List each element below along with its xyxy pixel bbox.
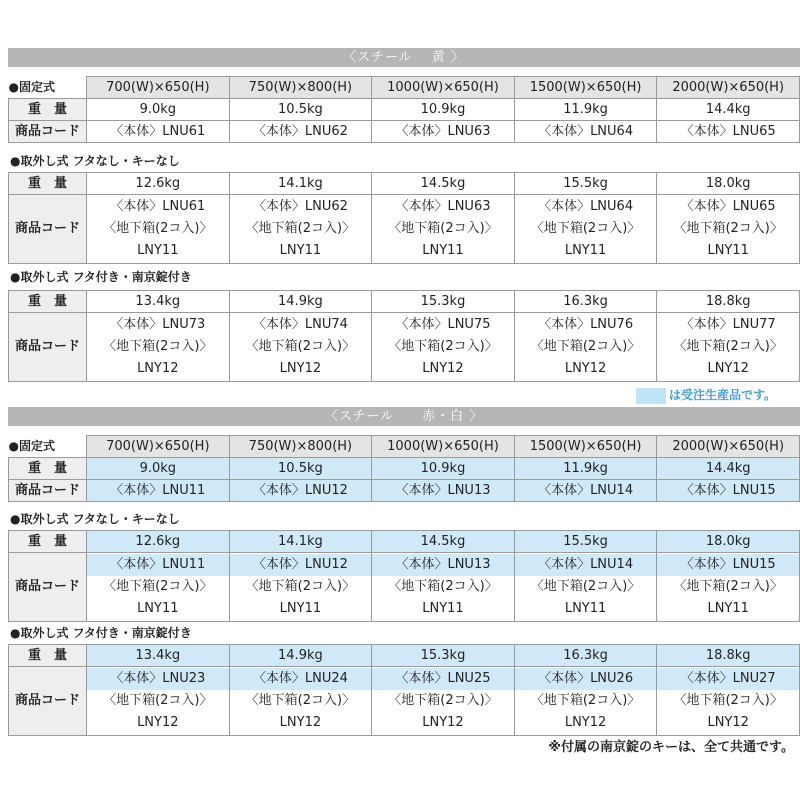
weight-label: 重 量 [9,645,87,667]
code-cell: 〈本体〉LNU64 [514,121,657,143]
body-code: 〈本体〉LNU62 [252,199,348,214]
spec-table-redwhite-nolid [8,530,800,622]
code-cell: 〈本体〉LNU62 [229,121,372,143]
legend-text: は受注生産品です。 [669,388,777,402]
box-code: LNY12 [279,715,322,730]
removable-lid-label: ●取外し式 フタ付き・南京錠付き [10,626,192,640]
weight-cell: 10.9kg [372,458,515,480]
weight-cell: 13.4kg [87,291,230,313]
size-header: 1500(W)×650(H) [514,436,657,458]
size-header: 1000(W)×650(H) [372,77,515,99]
code-cell [372,667,515,736]
box-label: 〈地下箱(2コ入)〉 [673,693,783,708]
body-code: 〈本体〉LNU76 [538,317,634,332]
removable-lid-label: ●取外し式 フタ付き・南京錠付き [10,270,192,284]
box-label: 〈地下箱(2コ入)〉 [530,693,641,708]
code-cell [87,667,230,736]
body-code: 〈本体〉LNU63 [395,199,491,214]
code-cell [229,667,372,736]
box-code: LNY12 [707,715,749,730]
box-code: LNY11 [137,243,179,258]
size-header: 750(W)×800(H) [229,77,372,99]
box-label: 〈地下箱(2コ入)〉 [245,579,356,594]
weight-cell: 18.8kg [657,645,800,667]
box-label: 〈地下箱(2コ入)〉 [673,221,783,236]
box-label: 〈地下箱(2コ入)〉 [530,221,641,236]
box-label: 〈地下箱(2コ入)〉 [388,221,498,236]
code-cell [657,313,800,382]
code-cell [514,195,657,264]
code-cell [229,313,372,382]
weight-cell: 9.0kg [87,99,230,121]
body-code: 〈本体〉LNU23 [87,668,229,690]
box-code: LNY11 [422,243,464,258]
body-code: 〈本体〉LNU11 [87,554,229,576]
spec-table-redwhite-lid [8,644,800,736]
weight-cell: 15.3kg [372,291,515,313]
code-cell: 〈本体〉LNU15 [657,480,800,502]
weight-cell: 15.5kg [514,173,657,195]
box-code: LNY11 [707,601,749,616]
section-title-yellow: 〈スチール 黄 〉 [8,48,800,67]
box-code: LNY11 [564,243,607,258]
made-to-order-swatch [636,388,666,404]
body-code: 〈本体〉LNU25 [372,668,514,690]
spec-table-yellow-nolid [8,172,800,264]
weight-cell: 16.3kg [514,291,657,313]
weight-label: 重 量 [9,458,87,480]
box-code: LNY11 [422,601,464,616]
box-code: LNY12 [422,715,464,730]
weight-cell: 10.5kg [229,458,372,480]
box-label: 〈地下箱(2コ入)〉 [673,339,783,354]
code-cell [514,553,657,622]
body-code: 〈本体〉LNU26 [515,668,657,690]
box-label: 〈地下箱(2コ入)〉 [673,579,783,594]
code-cell: 〈本体〉LNU63 [372,121,515,143]
body-code: 〈本体〉LNU74 [252,317,348,332]
code-cell [657,667,800,736]
code-cell [87,553,230,622]
code-cell: 〈本体〉LNU12 [229,480,372,502]
box-label: 〈地下箱(2コ入)〉 [103,221,213,236]
size-header: 1500(W)×650(H) [514,77,657,99]
weight-cell: 18.0kg [657,531,800,553]
weight-cell: 9.0kg [87,458,230,480]
body-code: 〈本体〉LNU14 [515,554,657,576]
code-cell [372,553,515,622]
weight-label: 重 量 [9,531,87,553]
weight-cell: 14.9kg [229,645,372,667]
box-label: 〈地下箱(2コ入)〉 [245,693,356,708]
body-code: 〈本体〉LNU73 [110,317,206,332]
weight-cell: 14.1kg [229,173,372,195]
body-code: 〈本体〉LNU75 [395,317,491,332]
weight-cell: 14.4kg [657,99,800,121]
body-code: 〈本体〉LNU77 [680,317,776,332]
weight-label: 重 量 [9,99,87,121]
box-code: LNY12 [137,715,179,730]
box-label: 〈地下箱(2コ入)〉 [530,339,641,354]
weight-cell: 11.9kg [514,458,657,480]
fixed-type-label: ●固定式 [9,436,87,458]
box-code: LNY11 [137,601,179,616]
code-label: 商品コード [9,195,87,264]
box-label: 〈地下箱(2コ入)〉 [388,339,498,354]
box-code: LNY12 [707,361,749,376]
removable-nolid-label: ●取外し式 フタなし・キーなし [10,512,180,526]
weight-cell: 11.9kg [514,99,657,121]
box-code: LNY11 [564,601,607,616]
weight-cell: 14.5kg [372,531,515,553]
weight-cell: 18.0kg [657,173,800,195]
code-cell [372,195,515,264]
weight-label: 重 量 [9,173,87,195]
weight-cell: 15.5kg [514,531,657,553]
made-to-order-legend [636,386,776,404]
weight-label: 重 量 [9,291,87,313]
code-cell: 〈本体〉LNU61 [87,121,230,143]
weight-cell: 15.3kg [372,645,515,667]
code-cell [229,195,372,264]
spec-table-yellow-fixed [8,76,800,143]
size-header: 2000(W)×650(H) [657,77,800,99]
code-cell: 〈本体〉LNU11 [87,480,230,502]
box-label: 〈地下箱(2コ入)〉 [245,221,356,236]
weight-cell: 12.6kg [87,173,230,195]
body-code: 〈本体〉LNU65 [680,199,776,214]
weight-cell: 14.1kg [229,531,372,553]
box-code: LNY12 [137,361,179,376]
code-cell: 〈本体〉LNU65 [657,121,800,143]
box-label: 〈地下箱(2コ入)〉 [530,579,641,594]
code-cell [657,195,800,264]
box-code: LNY11 [707,243,749,258]
body-code: 〈本体〉LNU15 [657,554,799,576]
box-code: LNY11 [279,243,322,258]
code-label: 商品コード [9,667,87,736]
box-label: 〈地下箱(2コ入)〉 [103,693,213,708]
box-label: 〈地下箱(2コ入)〉 [103,339,213,354]
section-title-red-white: 〈スチール 赤・白 〉 [8,407,800,426]
box-label: 〈地下箱(2コ入)〉 [388,579,498,594]
body-code: 〈本体〉LNU24 [230,668,372,690]
size-header: 1000(W)×650(H) [372,436,515,458]
weight-cell: 14.9kg [229,291,372,313]
spec-table-redwhite-fixed [8,435,800,502]
box-label: 〈地下箱(2コ入)〉 [388,693,498,708]
size-header: 700(W)×650(H) [87,77,230,99]
code-cell [514,313,657,382]
fixed-type-label: ●固定式 [9,77,87,99]
removable-nolid-label: ●取外し式 フタなし・キーなし [10,154,180,168]
box-code: LNY12 [422,361,464,376]
box-code: LNY12 [279,361,322,376]
box-code: LNY12 [564,715,607,730]
code-cell [87,313,230,382]
weight-cell: 14.5kg [372,173,515,195]
code-label: 商品コード [9,121,87,143]
weight-cell: 12.6kg [87,531,230,553]
weight-cell: 10.5kg [229,99,372,121]
body-code: 〈本体〉LNU13 [372,554,514,576]
weight-cell: 16.3kg [514,645,657,667]
code-cell: 〈本体〉LNU14 [514,480,657,502]
code-label: 商品コード [9,480,87,502]
weight-cell: 10.9kg [372,99,515,121]
weight-cell: 18.8kg [657,291,800,313]
code-cell: 〈本体〉LNU13 [372,480,515,502]
weight-cell: 13.4kg [87,645,230,667]
size-header: 2000(W)×650(H) [657,436,800,458]
code-cell [372,313,515,382]
code-cell [657,553,800,622]
code-cell [229,553,372,622]
weight-cell: 14.4kg [657,458,800,480]
body-code: 〈本体〉LNU12 [230,554,372,576]
body-code: 〈本体〉LNU64 [538,199,634,214]
code-cell [514,667,657,736]
body-code: 〈本体〉LNU61 [110,199,206,214]
code-cell [87,195,230,264]
box-code: LNY11 [279,601,322,616]
spec-table-yellow-lid [8,290,800,382]
box-code: LNY12 [564,361,607,376]
size-header: 750(W)×800(H) [229,436,372,458]
code-label: 商品コード [9,313,87,382]
code-label: 商品コード [9,553,87,622]
footnote: ※付属の南京錠のキーは、全て共通です。 [548,740,794,755]
box-label: 〈地下箱(2コ入)〉 [103,579,213,594]
size-header: 700(W)×650(H) [87,436,230,458]
body-code: 〈本体〉LNU27 [657,668,799,690]
box-label: 〈地下箱(2コ入)〉 [245,339,356,354]
